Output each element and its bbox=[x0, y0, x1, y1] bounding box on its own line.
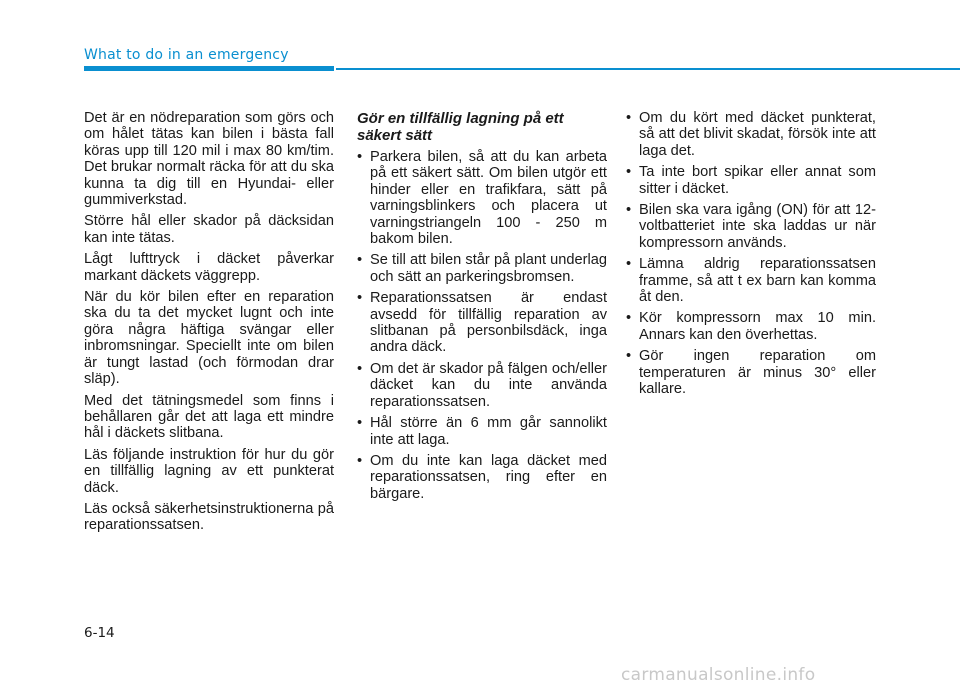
list-item-text: Kör kompressorn max 10 min. Annars kan den överhettas. bbox=[639, 310, 876, 343]
list-item bbox=[626, 110, 876, 159]
list-item-text: Om du kört med däcket punkterat, så att det blivit skadat, försök inte att laga det. bbox=[639, 110, 876, 159]
list-item-text: Lämna aldrig reparationssatsen framme, så att t ex barn kan komma åt den. bbox=[639, 256, 876, 306]
bullet-icon: • bbox=[357, 290, 363, 307]
page-number: 6-14 bbox=[84, 625, 115, 641]
list-item bbox=[357, 361, 607, 410]
list-item-text: Gör ingen reparation om temperaturen är minus 30° eller kallare. bbox=[639, 348, 876, 398]
header-accent-bar bbox=[84, 66, 334, 71]
bullet-icon: • bbox=[626, 164, 632, 181]
list-item bbox=[626, 164, 876, 197]
list-item bbox=[357, 149, 607, 247]
list-item-text: Se till att bilen står på plant underlag och sätt an parkeringsbromsen. bbox=[370, 252, 607, 285]
bullet-icon: • bbox=[626, 348, 632, 365]
list-item-text: Ta inte bort spikar eller annat som sitter i däcket. bbox=[639, 164, 876, 197]
list-item bbox=[626, 348, 876, 397]
list-item bbox=[357, 290, 607, 356]
list-item-text: Reparationssatsen är endast avsedd för tillfällig reparation av slitbanan på personbilsdäck, inga andra däck. bbox=[370, 290, 607, 356]
section-title: What to do in an emergency bbox=[84, 47, 289, 63]
bullet-icon: • bbox=[357, 452, 363, 469]
list-item-text: Hål större än 6 mm går sannolikt inte att laga. bbox=[370, 415, 607, 448]
list-item-text: Bilen ska vara igång (ON) för att 12-voltbatteriet inte ska laddas ur när kompressorn används. bbox=[639, 202, 876, 251]
list-item bbox=[626, 310, 876, 343]
paragraph: Det är en nödreparation som görs och om hålet tätas kan bilen i bästa fall köras upp till 120 mil i max 80 km/tim. Det brukar normalt räcka för att du ska kunna ta dig till en Hyundai- eller gummiverkstad. bbox=[84, 110, 334, 209]
bullet-icon: • bbox=[626, 256, 632, 273]
paragraph: När du kör bilen efter en reparation ska du ta det mycket lugnt och inte göra några häftiga svängar eller inbromsningar. Speciellt inte om bilen är tungt lastad (och förmodan drar släp). bbox=[84, 289, 334, 388]
bullet-list bbox=[626, 110, 876, 398]
paragraph: Lågt lufttryck i däcket påverkar markant däckets väggrepp. bbox=[84, 251, 334, 284]
watermark: carmanualsonline.info bbox=[621, 665, 816, 685]
bullet-icon: • bbox=[626, 110, 632, 126]
right-column bbox=[626, 110, 876, 403]
list-item bbox=[357, 453, 607, 502]
bullet-icon: • bbox=[626, 202, 632, 219]
list-item bbox=[357, 415, 607, 448]
list-item bbox=[626, 202, 876, 251]
bullet-icon: • bbox=[357, 149, 363, 165]
bullet-list bbox=[357, 149, 607, 502]
middle-column bbox=[357, 110, 607, 507]
list-item-text: Parkera bilen, så att du kan arbeta på ett säkert sätt. Om bilen utgör ett hinder eller en trafikfara, sätt på varningsblinkers och placera ut varningstriangeln 100 - 250 m bakom bilen. bbox=[370, 149, 607, 248]
paragraph: Läs följande instruktion för hur du gör en tillfällig lagning av ett punkterat däck. bbox=[84, 446, 334, 496]
header-rule bbox=[336, 68, 960, 70]
paragraph: Större hål eller skador på däcksidan kan inte tätas. bbox=[84, 213, 334, 246]
bullet-icon: • bbox=[626, 310, 632, 327]
list-item bbox=[357, 252, 607, 285]
paragraph: Läs också säkerhetsinstruktionerna på reparationssatsen. bbox=[84, 500, 334, 534]
list-item-text: Om det är skador på fälgen och/eller däcket kan du inte använda reparationssatsen. bbox=[370, 360, 607, 410]
left-column bbox=[84, 110, 334, 539]
bullet-icon: • bbox=[357, 360, 363, 377]
list-item bbox=[626, 256, 876, 305]
list-item-text: Om du inte kan laga däcket med reparationssatsen, ring efter en bärgare. bbox=[370, 452, 607, 502]
section-heading: Gör en tillfällig lagning på ett säkert sätt bbox=[357, 110, 564, 144]
bullet-icon: • bbox=[357, 415, 363, 432]
paragraph: Med det tätningsmedel som finns i behållaren går det att laga ett mindre hål i däckets slitbana. bbox=[84, 392, 334, 442]
bullet-icon: • bbox=[357, 252, 363, 269]
